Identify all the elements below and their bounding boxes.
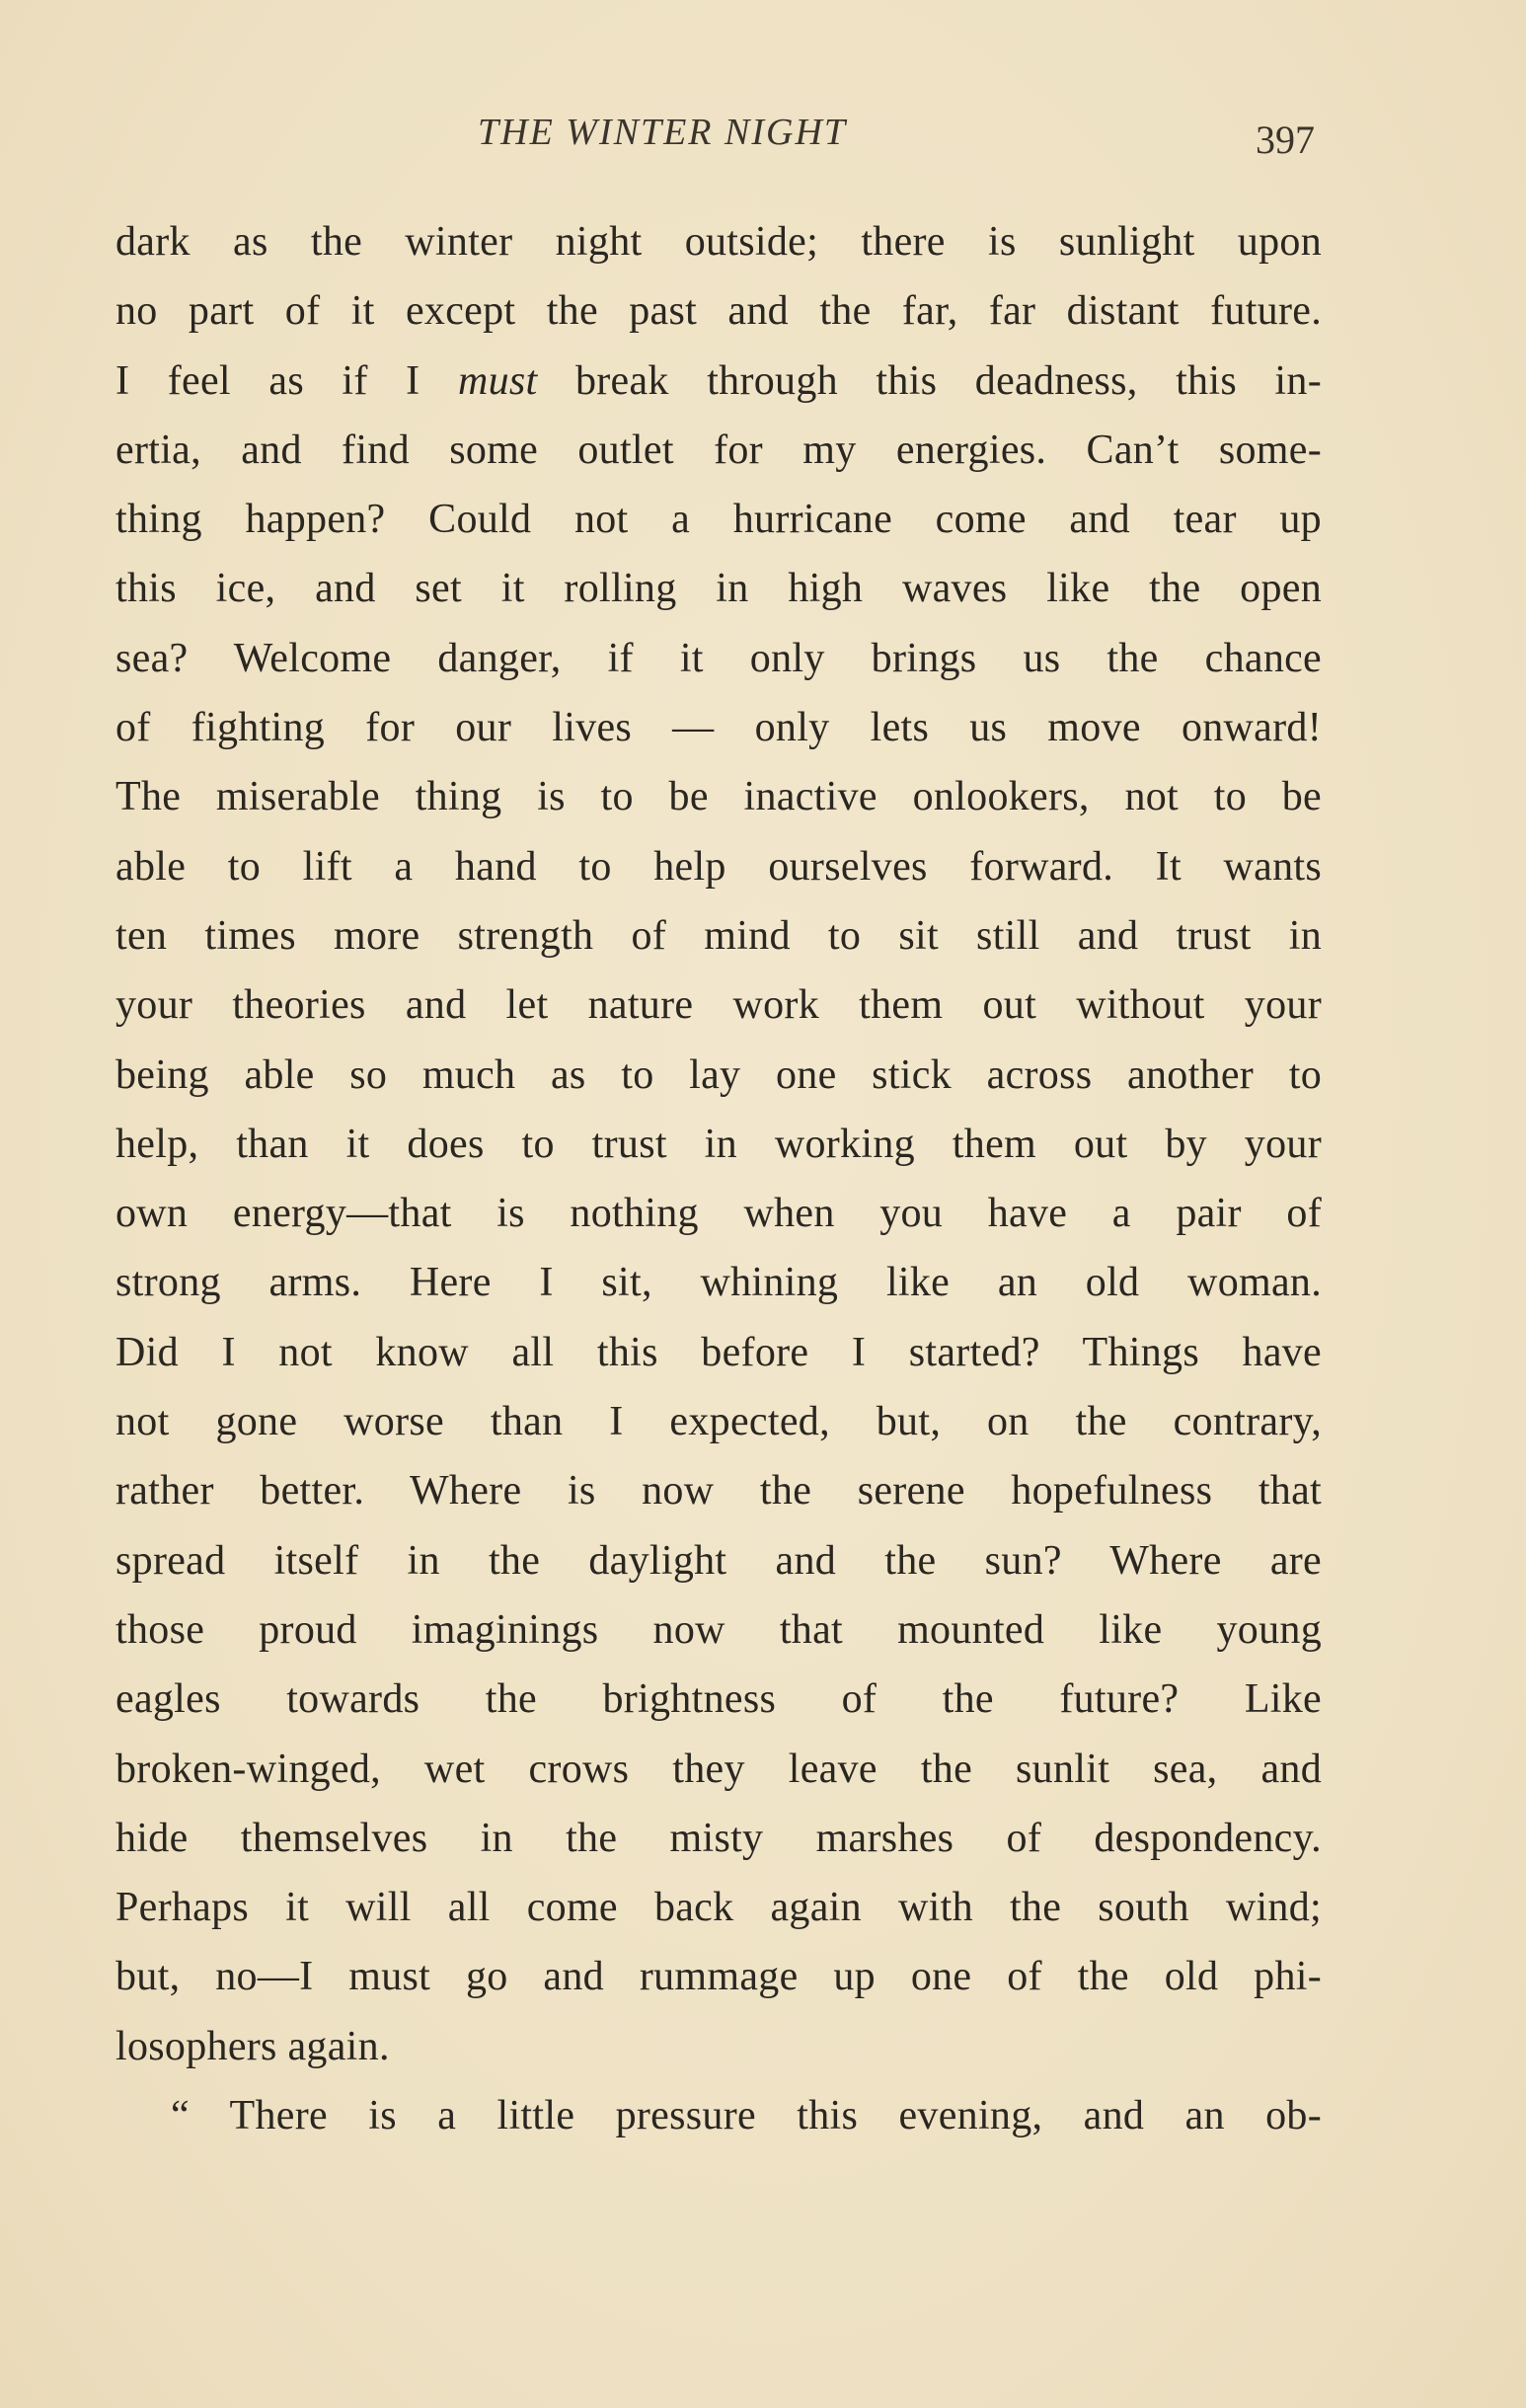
text-line: Did I not know all this before I started? Things have (115, 1329, 1322, 1375)
paragraph-end-line: losophers again. (115, 2023, 390, 2069)
text-line: eagles towards the brightness of the future? Like (115, 1676, 1322, 1723)
text-line: but, no—I must go and rummage up one of the old phi- (115, 1954, 1322, 2000)
text-line: rather better. Where is now the serene hopefulness that (115, 1468, 1322, 1515)
text-line: spread itself in the daylight and the sun? Where are (115, 1537, 1322, 1584)
text-line: this ice, and set it rolling in high waves like the open (115, 566, 1322, 612)
text-line: help, than it does to trust in working them out by your (115, 1121, 1322, 1167)
running-title: THE WINTER NIGHT (478, 112, 848, 153)
italic-word: must (457, 357, 538, 404)
text-span: break through this deadness, this in- (537, 357, 1322, 404)
text-line: hide themselves in the misty marshes of despondency. (115, 1815, 1322, 1861)
text-line: not gone worse than I expected, but, on the contrary, (115, 1399, 1322, 1445)
text-line (115, 347, 1322, 416)
text-line: thing happen? Could not a hurricane come and tear up (115, 497, 1322, 543)
text-line: sea? Welcome danger, if it only brings us the chance (115, 635, 1322, 681)
running-header (0, 111, 1526, 170)
text-line: being able so much as to lay one stick across another to (115, 1051, 1322, 1098)
text-line: broken-winged, wet crows they leave the sunlit sea, and (115, 1746, 1322, 1792)
text-line: own energy—that is nothing when you have a pair of (115, 1191, 1322, 1237)
body-text (115, 207, 1322, 2150)
text-span: I feel as if I (115, 357, 458, 404)
text-line: ten times more strength of mind to sit still and trust in (115, 912, 1322, 959)
text-line: The miserable thing is to be inactive onlookers, not to be (115, 774, 1322, 820)
text-line: strong arms. Here I sit, whining like an old woman. (115, 1260, 1322, 1306)
text-line: ertia, and find some outlet for my energies. Can’t some- (115, 427, 1322, 473)
page-number: 397 (1256, 117, 1315, 162)
paragraph-start-line: “ There is a little pressure this evening, and an ob- (171, 2093, 1322, 2139)
text-line: Perhaps it will all come back again with the south wind; (115, 1885, 1322, 1931)
text-line: those proud imaginings now that mounted like young (115, 1606, 1322, 1653)
text-line: dark as the winter night outside; there is sunlight upon (115, 219, 1322, 265)
text-line: able to lift a hand to help ourselves forward. It wants (115, 843, 1322, 890)
text-line: no part of it except the past and the far, far distant future. (115, 288, 1322, 335)
text-line: of fighting for our lives — only lets us move onward! (115, 705, 1322, 751)
text-line: your theories and let nature work them out without your (115, 982, 1322, 1029)
